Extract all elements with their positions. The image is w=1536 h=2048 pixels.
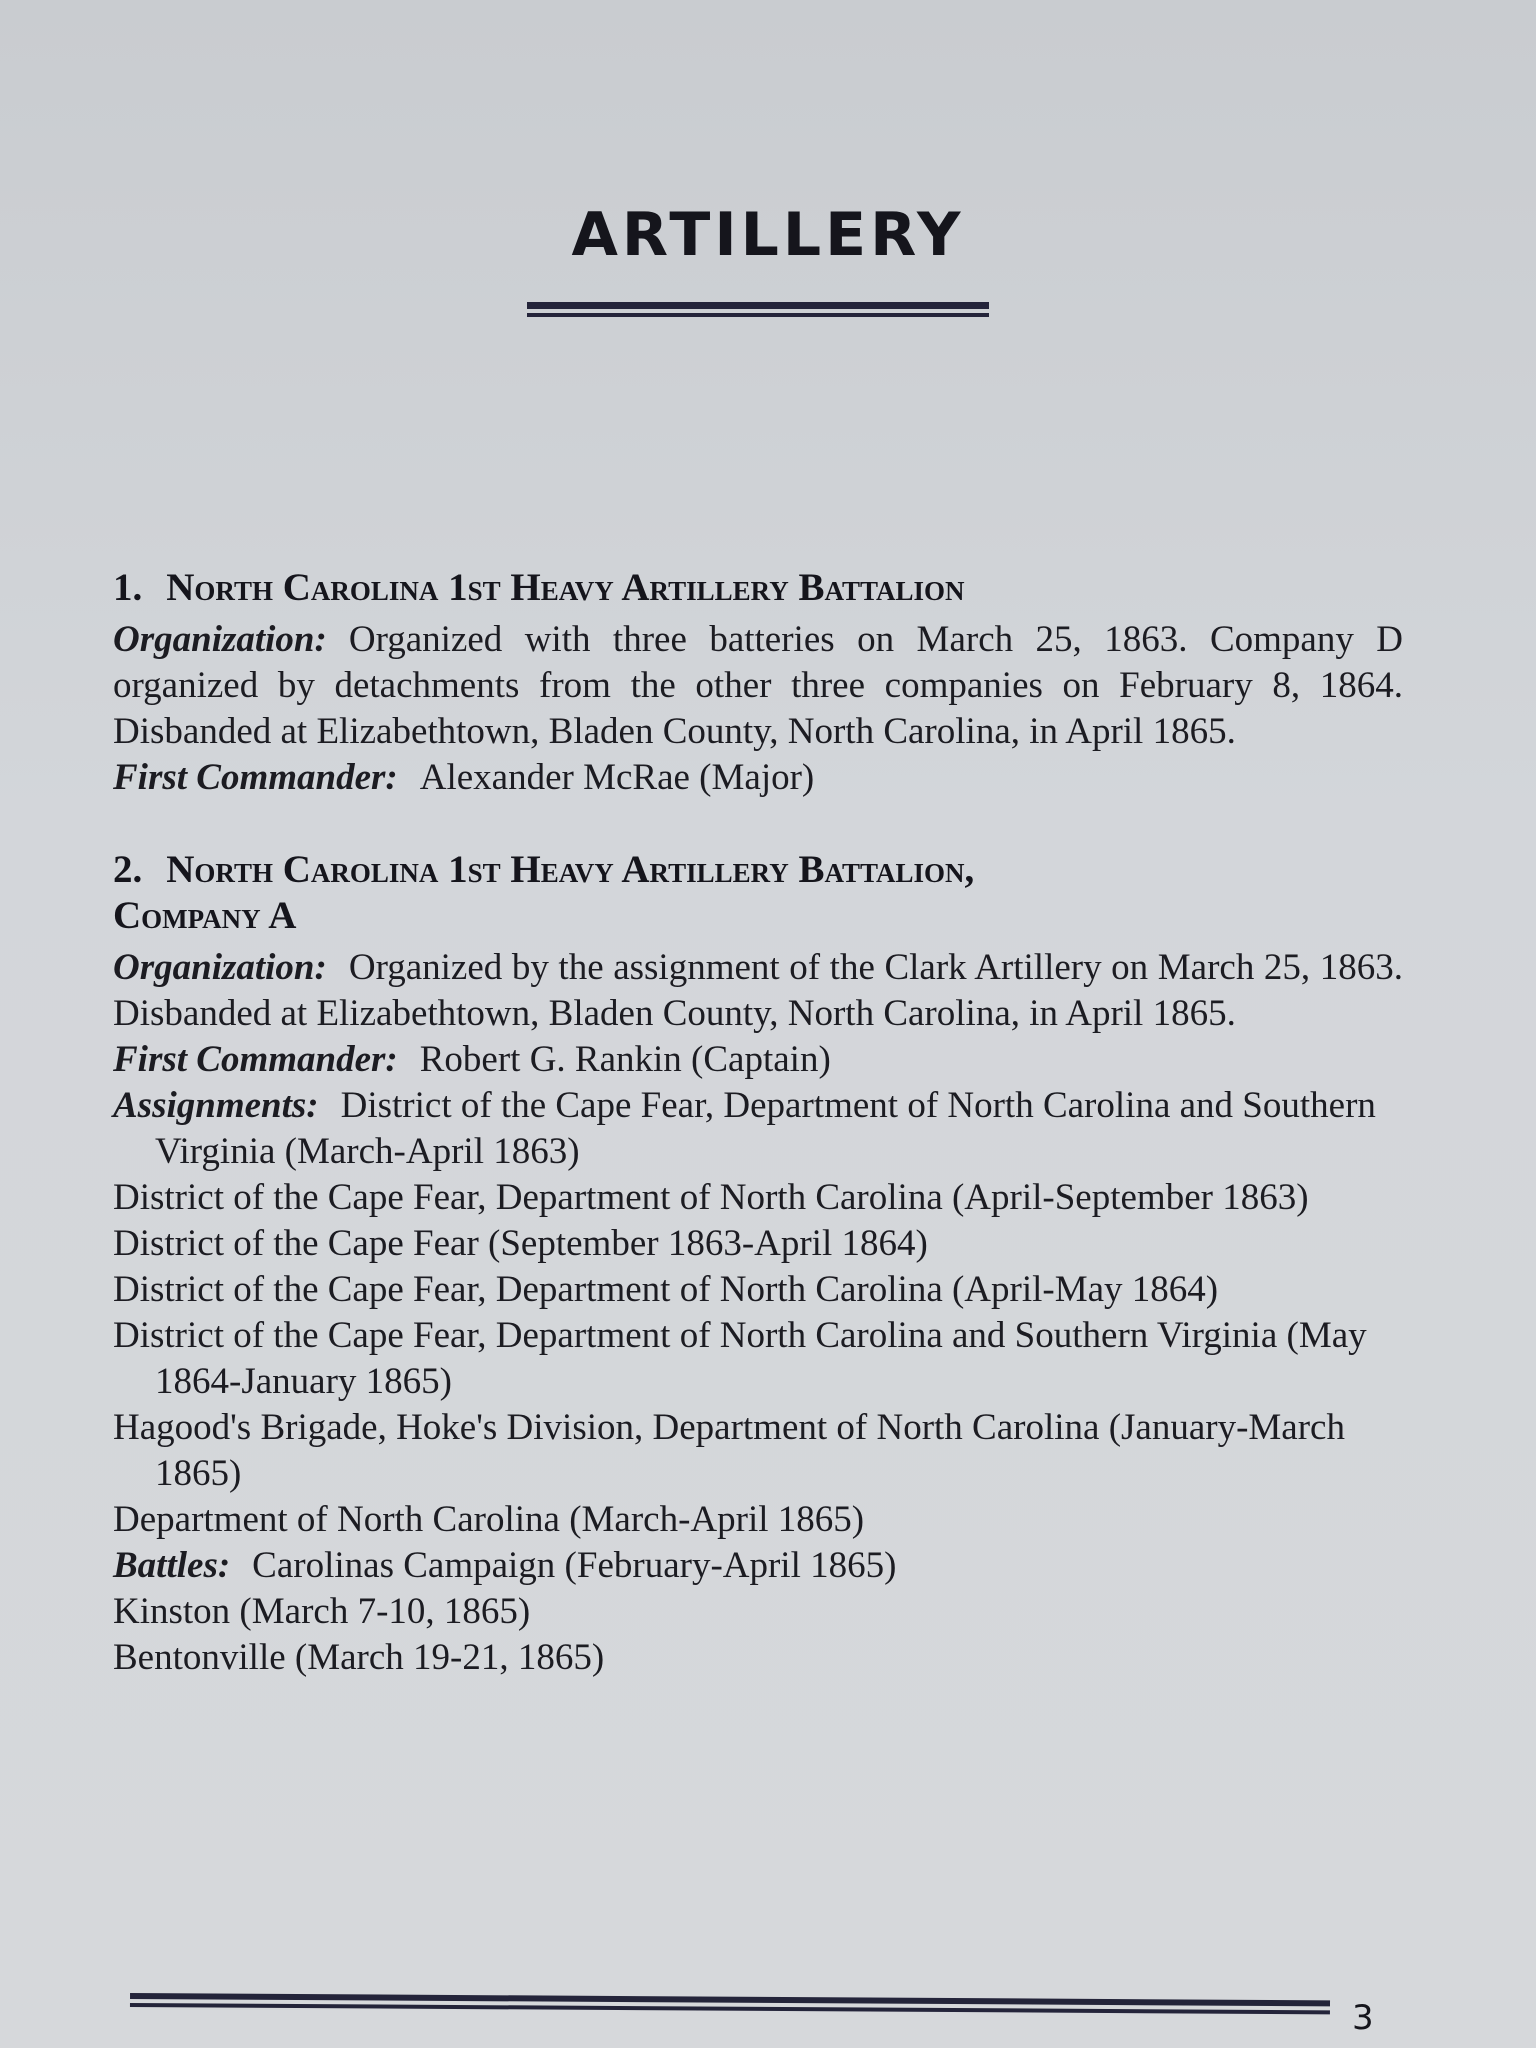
organization-text: Organized with three batteries on March 25, 1863. Company D organized by detachments from the other three companies on February 8, 1864. Disbanded at Elizabethtown, Bladen County, North Carolina, in April 1865. (113, 619, 1403, 752)
commander-label: First Commander: (113, 1039, 398, 1080)
organization-text: Organized by the assignment of the Clark Artillery on March 25, 1863. Disbanded at Elizabethtown, Bladen County, North Carolina, in April 1865. (113, 947, 1403, 1034)
assignment-item: District of the Cape Fear, Department of North Carolina and Southern Virginia (May 1864-January 1865) (113, 1315, 1367, 1402)
entry-title-continued: Company A (113, 894, 297, 937)
title-rule-thin (527, 313, 989, 317)
battle-item (113, 1543, 1403, 1589)
page-number: 3 (1352, 1998, 1374, 2038)
organization-paragraph (113, 945, 1403, 1037)
entry-2 (113, 847, 1403, 1681)
entry-1 (113, 565, 1403, 801)
commander-text: Robert G. Rankin (Captain) (419, 1039, 831, 1080)
assignment-text: District of the Cape Fear, Department of North Carolina and Southern Virginia (March-April 1863) (155, 1085, 1376, 1172)
battle-item: Kinston (March 7-10, 1865) (113, 1591, 531, 1632)
assignments-label: Assignments: (113, 1085, 319, 1126)
assignment-item: District of the Cape Fear, Department of North Carolina (April-May 1864) (113, 1269, 1219, 1310)
entry-title: North Carolina 1st Heavy Artillery Battalion (166, 566, 965, 609)
assignment-item (113, 1083, 1403, 1175)
organization-label: Organization: (113, 947, 327, 988)
entry-number: 1. (113, 566, 143, 609)
entry-heading (113, 565, 1403, 611)
assignment-item: District of the Cape Fear, Department of North Carolina (April-September 1863) (113, 1177, 1309, 1218)
assignment-item: Hagood's Brigade, Hoke's Division, Department of North Carolina (January-March 1865) (113, 1407, 1345, 1494)
organization-paragraph (113, 617, 1403, 755)
page-content (113, 565, 1403, 1727)
entry-number: 2. (113, 848, 143, 891)
assignment-item: Department of North Carolina (March-April 1865) (113, 1499, 865, 1540)
footer-double-rule (130, 1993, 1330, 2016)
page-title: ARTILLERY (571, 200, 965, 270)
title-double-rule (527, 302, 989, 320)
commander-line (113, 1037, 1403, 1083)
entry-heading (113, 847, 1403, 939)
battle-text: Carolinas Campaign (February-April 1865) (252, 1545, 897, 1586)
commander-text: Alexander McRae (Major) (419, 757, 815, 798)
title-rule-thick (527, 302, 989, 309)
assignment-item: District of the Cape Fear (September 1863-April 1864) (113, 1223, 928, 1264)
entry-title: North Carolina 1st Heavy Artillery Battalion, (166, 848, 975, 891)
battles-label: Battles: (113, 1545, 231, 1586)
commander-line (113, 755, 1403, 801)
battle-item: Bentonville (March 19-21, 1865) (113, 1637, 605, 1678)
commander-label: First Commander: (113, 757, 398, 798)
organization-label: Organization: (113, 619, 327, 660)
